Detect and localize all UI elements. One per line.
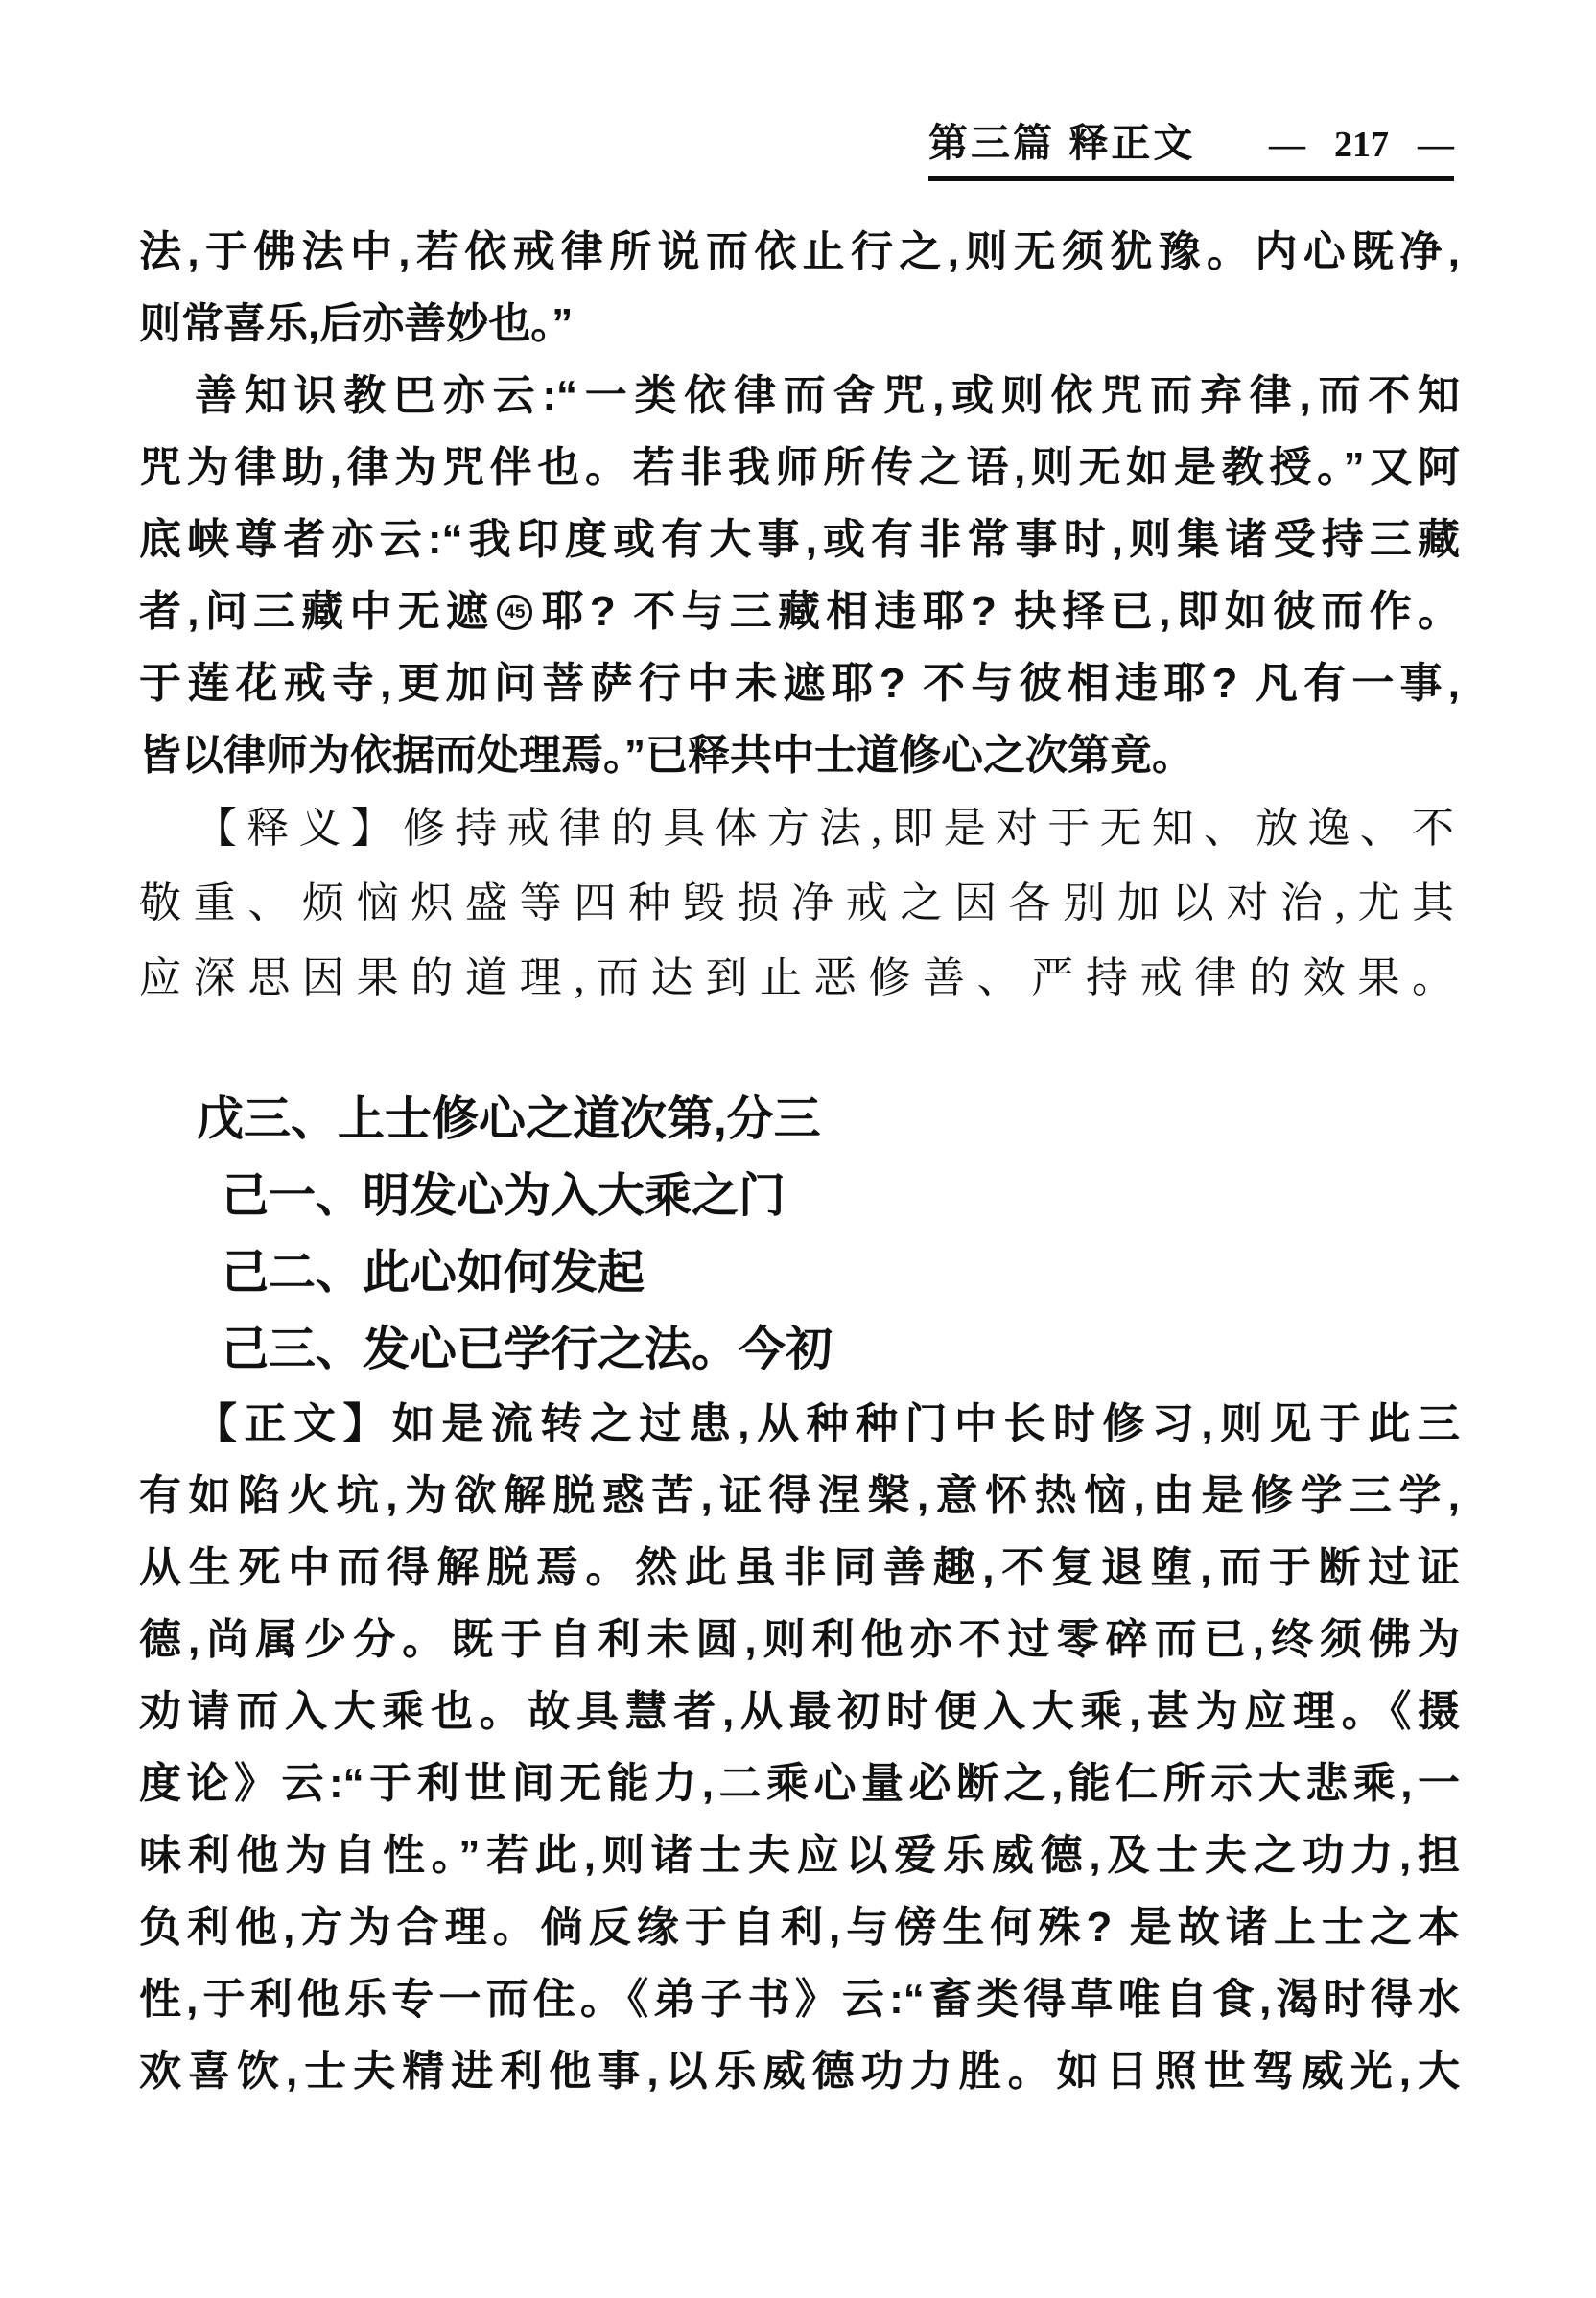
paragraph-shiyi-commentary [139,791,1460,1016]
outline-heading-ji1: 己一、明发心为入大乘之门 [222,1170,786,1222]
page-number: 217 [1334,125,1389,165]
text-line: 有如陷火坑,为欲解脱惑苦,证得涅槃,意怀热恼,由是修学三学, [139,1472,1460,1519]
page-number-group [1269,124,1454,166]
running-header [928,111,1454,181]
paragraph-zhengwen-main-text [139,1388,1460,2107]
text-line-with-footnote [139,575,1460,647]
text-line: 德,尚属少分。既于自利未圆,则利他亦不过零碎而已,终须佛为 [139,1616,1460,1663]
text-line: 从生死中而得解脱焉。然此虽非同善趣,不复退堕,而于断过证 [139,1544,1460,1591]
text-line: 于莲花戒寺,更加问菩萨行中未遮耶? 不与彼相违耶? 凡有一事, [139,660,1460,707]
paragraph-teachers-quotes [139,360,1460,791]
outline-heading-ji3: 己三、发心已学行之法。今初 [222,1324,833,1375]
text-line: 则常喜乐,后亦善妙也。” [139,300,574,347]
text-line: 负利他,方为合理。倘反缘于自利,与傍生何殊? 是故诸上士之本 [139,1904,1460,1951]
text-line: 味利他为自性。”若此,则诸士夫应以爱乐威德,及士夫之功力,担 [139,1832,1460,1879]
text-line: 欢喜饮,士夫精进利他事,以乐威德功力胜。如日照世驾威光,大 [139,2048,1460,2095]
text-line: 【释义】修持戒律的具体方法,即是对于无知、放逸、不 [195,805,1460,852]
text-line: 【正文】如是流转之过患,从种种门中长时修习,则见于此三 [195,1400,1460,1447]
text-line: 善知识教巴亦云:“一类依律而舍咒,或则依咒而弃律,而不知 [195,372,1460,419]
text-line: 应深思因果的道理,而达到止恶修善、严持戒律的效果。 [139,954,1460,1001]
outline-heading-wu3: 戊三、上士修心之道次第,分三 [197,1093,821,1145]
outline-heading-ji2: 己二、此心如何发起 [222,1247,645,1299]
footnote-marker: 45 [497,595,532,630]
text-segment: 者,问三藏中无遮 [139,588,495,635]
page-body [139,216,1460,2107]
text-line: 皆以律师为依据而处理焉。”已释共中士道修心之次第竟。 [139,732,1194,779]
section-title: 第三篇 释正文 [928,121,1196,165]
text-line: 度论》云:“于利世间无能力,二乘心量必断之,能仁所示大悲乘,一 [139,1760,1460,1807]
text-line: 底峡尊者亦云:“我印度或有大事,或有非常事时,则集诸受持三藏 [139,516,1460,563]
text-segment: 耶? 不与三藏相违耶? 抉择已,即如彼而作。 [535,588,1460,635]
text-line: 咒为律助,律为咒伴也。若非我师所传之语,则无如是教授。”又阿 [139,444,1460,491]
page-number-dash-right: — [1418,125,1454,165]
text-line: 性,于利他乐专一而住。《弟子书》云:“畜类得草唯自食,渴时得水 [139,1976,1460,2023]
paragraph-quote-continuation [139,216,1460,360]
page-number-dash-left: — [1269,125,1305,165]
outline-heading-block [139,1081,1460,1388]
text-line: 劝请而入大乘也。故具慧者,从最初时便入大乘,甚为应理。《摄 [139,1688,1460,1735]
text-line: 敬重、烦恼炽盛等四种毁损净戒之因各别加以对治,尤其 [139,879,1460,926]
text-line: 法,于佛法中,若依戒律所说而依止行之,则无须犹豫。内心既净, [139,228,1460,275]
